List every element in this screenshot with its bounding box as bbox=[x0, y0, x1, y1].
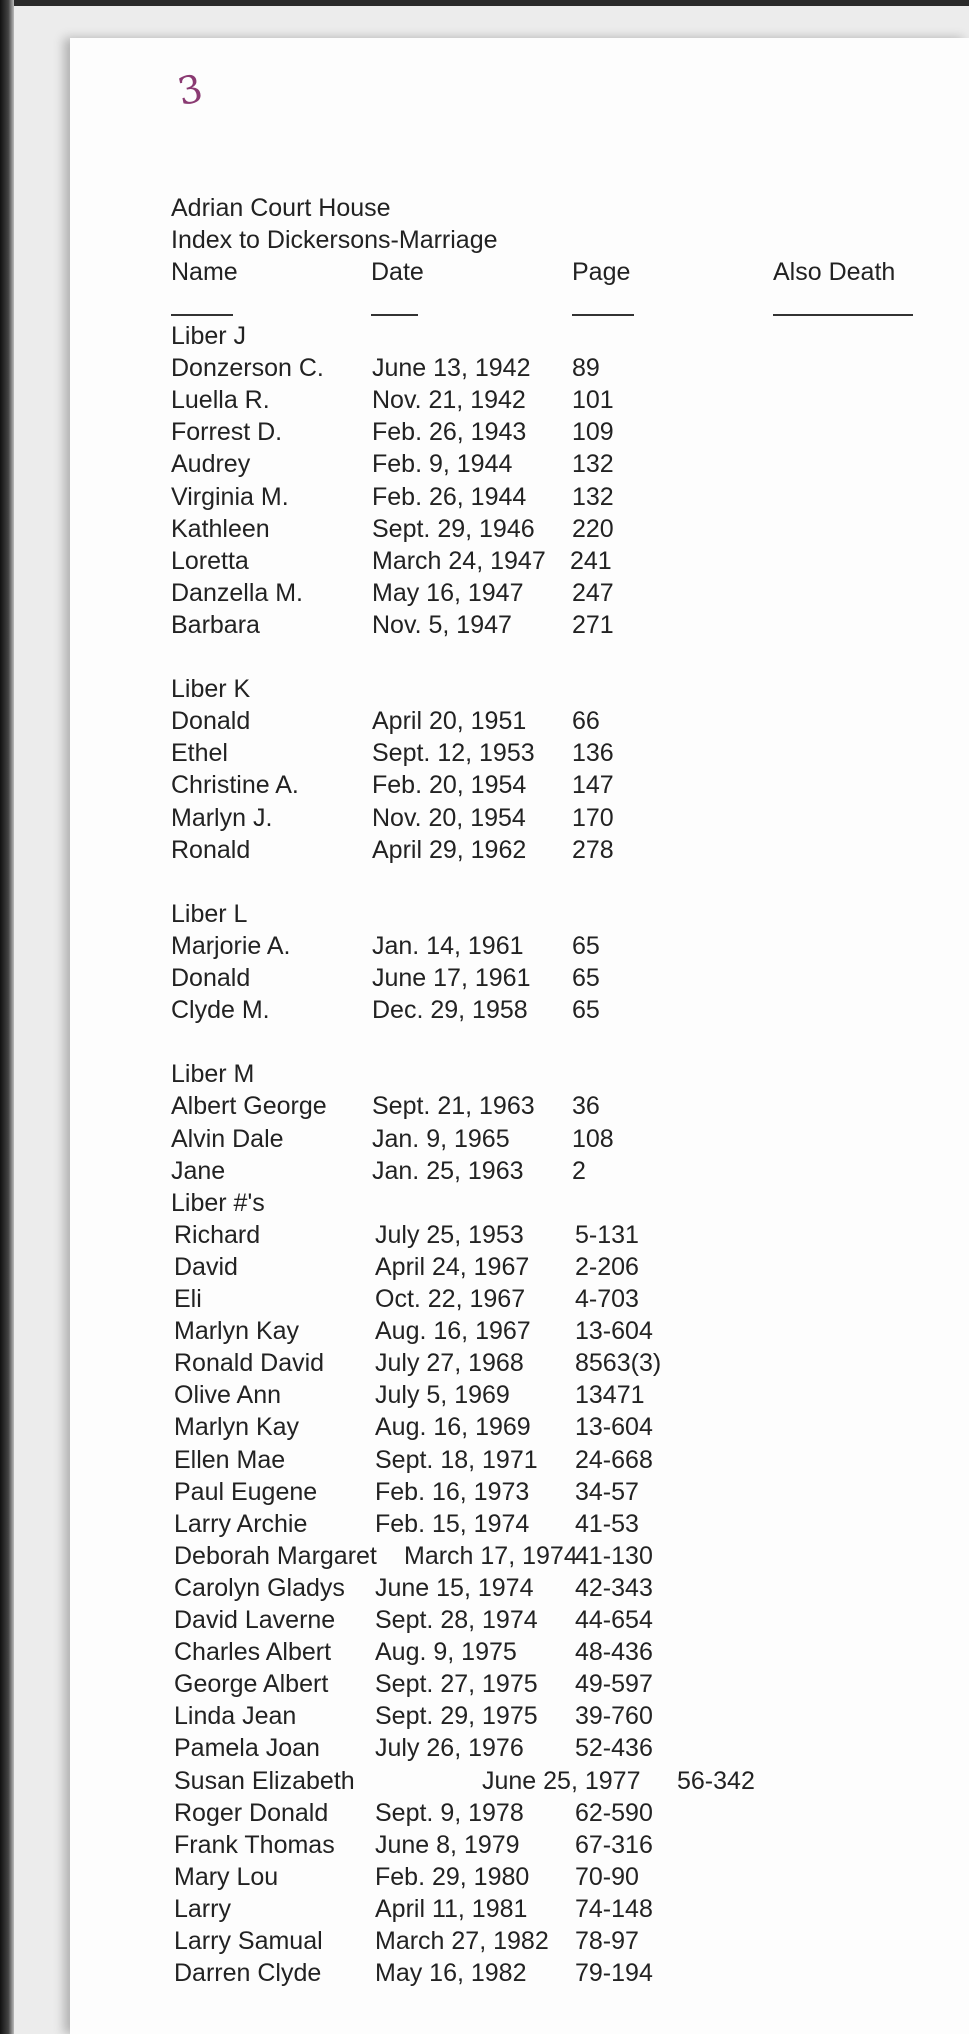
entry-date: Feb. 16, 1973 bbox=[375, 1477, 530, 1506]
entry-date: April 20, 1951 bbox=[372, 707, 527, 736]
entry-page: 13-604 bbox=[575, 1413, 653, 1442]
entry-page: 79-194 bbox=[575, 1959, 653, 1988]
entry-page: 108 bbox=[572, 1124, 614, 1153]
entry-date: March 24, 1947 bbox=[372, 546, 546, 575]
entry-page: 5-131 bbox=[575, 1220, 639, 1249]
entry-page: 41-53 bbox=[575, 1509, 639, 1538]
entry-date: June 15, 1974 bbox=[375, 1573, 534, 1602]
entry-name: Albert George bbox=[171, 1092, 327, 1121]
entry-date: Sept. 29, 1946 bbox=[372, 514, 535, 543]
entry-page: 170 bbox=[572, 803, 614, 832]
entry-page: 101 bbox=[572, 386, 614, 415]
entry-date: July 27, 1968 bbox=[375, 1349, 524, 1378]
entry-page: 65 bbox=[572, 931, 600, 960]
entry-page: 42-343 bbox=[575, 1573, 653, 1602]
entry-page: 62-590 bbox=[575, 1798, 653, 1827]
entry-date: Nov. 5, 1947 bbox=[372, 610, 512, 639]
handwritten-page-mark: 3 bbox=[173, 65, 207, 115]
entry-page: 34-57 bbox=[575, 1477, 639, 1506]
entry-name: Ethel bbox=[171, 739, 228, 768]
column-header-date: Date bbox=[371, 258, 424, 286]
entry-page: 247 bbox=[572, 578, 614, 607]
entry-name: Marlyn Kay bbox=[174, 1413, 300, 1442]
entry-date: Feb. 20, 1954 bbox=[372, 771, 527, 800]
entry-name: Clyde M. bbox=[171, 996, 270, 1025]
entry-page: 78-97 bbox=[575, 1927, 639, 1955]
entry-name: Danzella M. bbox=[171, 578, 303, 607]
entry-date: March 17, 1974 bbox=[404, 1541, 578, 1570]
entry-name: David bbox=[174, 1252, 238, 1281]
entry-date: June 17, 1961 bbox=[372, 964, 531, 992]
entry-date: Feb. 26, 1944 bbox=[372, 482, 527, 511]
entry-name: Kathleen bbox=[171, 514, 270, 543]
entry-page: 65 bbox=[572, 964, 600, 992]
entry-date: Sept. 9, 1978 bbox=[375, 1798, 524, 1827]
entry-name: George Albert bbox=[174, 1670, 329, 1699]
entry-name: Darren Clyde bbox=[174, 1959, 322, 1988]
entry-name: Ronald bbox=[171, 835, 251, 864]
entry-name: Christine A. bbox=[171, 771, 299, 800]
entry-name: Donald bbox=[171, 964, 251, 992]
document-title: Adrian Court House bbox=[171, 194, 391, 222]
liber-section-label: Liber #'s bbox=[171, 1188, 265, 1217]
entry-page: 49-597 bbox=[575, 1670, 653, 1699]
entry-page: 52-436 bbox=[575, 1734, 653, 1763]
entry-date: July 26, 1976 bbox=[375, 1734, 524, 1763]
entry-name: Larry bbox=[174, 1894, 231, 1923]
entry-date: June 25, 1977 bbox=[482, 1766, 641, 1795]
entry-date: May 16, 1947 bbox=[372, 578, 524, 607]
entry-page: 89 bbox=[572, 354, 600, 383]
entry-page: 278 bbox=[572, 835, 614, 864]
entry-name: Pamela Joan bbox=[174, 1734, 320, 1763]
entry-date: Feb. 15, 1974 bbox=[375, 1509, 530, 1538]
entry-page: 132 bbox=[572, 450, 614, 479]
column-header-page: Page bbox=[572, 258, 631, 286]
entry-date: Sept. 21, 1963 bbox=[372, 1092, 535, 1121]
entry-page: 4-703 bbox=[575, 1285, 639, 1313]
entry-page: 24-668 bbox=[575, 1445, 653, 1474]
entry-name: Jane bbox=[171, 1156, 226, 1185]
entry-page: 136 bbox=[572, 739, 614, 768]
entry-page: 48-436 bbox=[575, 1638, 653, 1667]
entry-name: Larry Samual bbox=[174, 1927, 323, 1955]
entry-date: Jan. 14, 1961 bbox=[372, 931, 524, 960]
entry-date: Nov. 21, 1942 bbox=[372, 386, 526, 415]
document-subtitle: Index to Dickersons-Marriage bbox=[171, 226, 498, 254]
entry-date: May 16, 1982 bbox=[375, 1959, 527, 1988]
entry-name: Paul Eugene bbox=[174, 1477, 318, 1506]
entry-page: 109 bbox=[572, 418, 614, 447]
page-underline bbox=[572, 314, 634, 316]
entry-name: Alvin Dale bbox=[171, 1124, 284, 1153]
entry-page: 74-148 bbox=[575, 1894, 653, 1923]
entry-date: Jan. 25, 1963 bbox=[372, 1156, 524, 1185]
entry-name: David Laverne bbox=[174, 1606, 336, 1634]
entry-page: 41-130 bbox=[575, 1541, 653, 1570]
entry-name: Frank Thomas bbox=[174, 1830, 335, 1859]
entry-page: 39-760 bbox=[575, 1702, 653, 1731]
entry-page: 241 bbox=[570, 546, 612, 575]
entry-page: 36 bbox=[572, 1092, 600, 1121]
column-header-also-death: Also Death bbox=[773, 258, 896, 286]
entry-page: 2 bbox=[572, 1156, 586, 1185]
entry-date: Feb. 9, 1944 bbox=[372, 450, 513, 479]
entry-date: Sept. 18, 1971 bbox=[375, 1445, 538, 1474]
date-underline bbox=[371, 314, 418, 316]
entry-name: Virginia M. bbox=[171, 482, 289, 511]
entry-date: April 11, 1981 bbox=[375, 1894, 528, 1923]
entry-page: 67-316 bbox=[575, 1830, 653, 1859]
entry-name: Larry Archie bbox=[174, 1509, 308, 1538]
also-death-underline bbox=[773, 314, 913, 316]
entry-page: 2-206 bbox=[575, 1252, 639, 1281]
entry-page: 44-654 bbox=[575, 1606, 653, 1634]
entry-name: Forrest D. bbox=[171, 418, 283, 447]
entry-name: Audrey bbox=[171, 450, 251, 479]
entry-date: Feb. 26, 1943 bbox=[372, 418, 527, 447]
entry-date: Dec. 29, 1958 bbox=[372, 996, 528, 1025]
entry-date: June 8, 1979 bbox=[375, 1830, 520, 1859]
entry-date: Sept. 12, 1953 bbox=[372, 739, 535, 768]
entry-date: Feb. 29, 1980 bbox=[375, 1862, 530, 1891]
liber-section-label: Liber M bbox=[171, 1060, 255, 1089]
entry-name: Donald bbox=[171, 707, 251, 736]
scan-left-edge bbox=[0, 0, 14, 2034]
entry-name: Olive Ann bbox=[174, 1381, 282, 1410]
name-underline bbox=[171, 314, 233, 316]
entry-name: Marjorie A. bbox=[171, 931, 291, 960]
entry-date: July 25, 1953 bbox=[375, 1220, 524, 1249]
entry-page: 65 bbox=[572, 996, 600, 1025]
entry-name: Charles Albert bbox=[174, 1638, 332, 1667]
entry-name: Linda Jean bbox=[174, 1702, 297, 1731]
entry-date: Sept. 29, 1975 bbox=[375, 1702, 538, 1731]
entry-name: Marlyn J. bbox=[171, 803, 273, 832]
entry-page: 13471 bbox=[575, 1381, 645, 1410]
entry-date: April 29, 1962 bbox=[372, 835, 527, 864]
entry-name: Deborah Margaret bbox=[174, 1541, 377, 1570]
entry-name: Barbara bbox=[171, 610, 260, 639]
entry-name: Susan Elizabeth bbox=[174, 1766, 355, 1795]
column-header-name: Name bbox=[171, 258, 238, 286]
entry-name: Eli bbox=[174, 1285, 202, 1313]
entry-page: 132 bbox=[572, 482, 614, 511]
entry-name: Luella R. bbox=[171, 386, 270, 415]
entry-date: Jan. 9, 1965 bbox=[372, 1124, 510, 1153]
liber-section-label: Liber L bbox=[171, 899, 248, 928]
entry-date: Oct. 22, 1967 bbox=[375, 1285, 526, 1313]
entry-date: April 24, 1967 bbox=[375, 1252, 530, 1281]
entry-date: July 5, 1969 bbox=[375, 1381, 510, 1410]
entry-page: 8563(3) bbox=[575, 1349, 662, 1378]
entry-page: 147 bbox=[572, 771, 614, 800]
entry-name: Donzerson C. bbox=[171, 354, 324, 383]
entry-name: Carolyn Gladys bbox=[174, 1573, 345, 1602]
entry-date: Aug. 16, 1967 bbox=[375, 1317, 531, 1346]
entry-name: Roger Donald bbox=[174, 1798, 329, 1827]
entry-date: Sept. 27, 1975 bbox=[375, 1670, 538, 1699]
liber-section-label: Liber J bbox=[171, 322, 247, 350]
entry-name: Richard bbox=[174, 1220, 261, 1249]
entry-name: Mary Lou bbox=[174, 1862, 279, 1891]
entry-page: 56-342 bbox=[677, 1766, 755, 1795]
entry-page: 13-604 bbox=[575, 1317, 653, 1346]
entry-page: 271 bbox=[572, 610, 614, 639]
entry-name: Ellen Mae bbox=[174, 1445, 286, 1474]
entry-date: Aug. 9, 1975 bbox=[375, 1638, 517, 1667]
scan-top-edge bbox=[0, 0, 969, 6]
entry-date: Nov. 20, 1954 bbox=[372, 803, 526, 832]
entry-page: 66 bbox=[572, 707, 600, 736]
entry-date: Aug. 16, 1969 bbox=[375, 1413, 531, 1442]
entry-date: June 13, 1942 bbox=[372, 354, 531, 383]
liber-section-label: Liber K bbox=[171, 675, 251, 704]
entry-name: Ronald David bbox=[174, 1349, 325, 1378]
entry-page: 70-90 bbox=[575, 1862, 639, 1891]
entry-date: March 27, 1982 bbox=[375, 1927, 549, 1955]
entry-name: Loretta bbox=[171, 546, 249, 575]
entry-date: Sept. 28, 1974 bbox=[375, 1606, 538, 1634]
entry-name: Marlyn Kay bbox=[174, 1317, 300, 1346]
entry-page: 220 bbox=[572, 514, 614, 543]
